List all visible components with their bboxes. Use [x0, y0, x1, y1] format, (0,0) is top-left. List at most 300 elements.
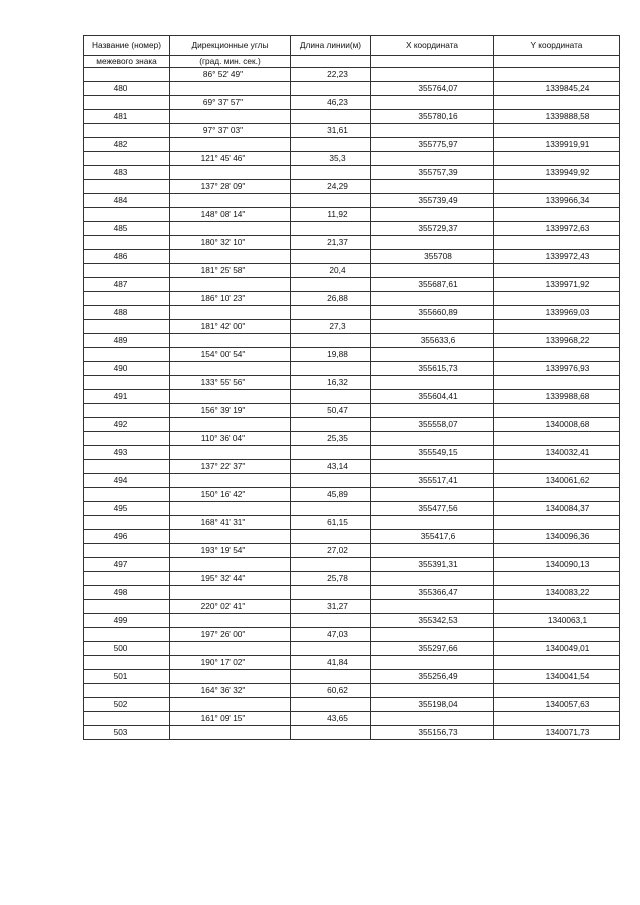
- segment-length: 27,02: [291, 544, 371, 558]
- point-row: [84, 306, 620, 320]
- segment-row: [84, 516, 620, 530]
- point-length-blank: [291, 642, 371, 656]
- point-length-blank: [291, 530, 371, 544]
- point-id: 500: [84, 642, 170, 656]
- point-angle-blank: [170, 558, 291, 572]
- segment-length: 16,32: [291, 376, 371, 390]
- segment-angle: 186° 10' 23": [170, 292, 291, 306]
- header-y-coordinate: Y координата: [494, 36, 620, 56]
- point-y-coordinate: 1339968,22: [494, 334, 620, 348]
- segment-x-blank: [371, 152, 494, 166]
- point-angle-blank: [170, 530, 291, 544]
- segment-point-blank: [84, 208, 170, 222]
- point-angle-blank: [170, 334, 291, 348]
- segment-length: 31,61: [291, 124, 371, 138]
- point-id: 482: [84, 138, 170, 152]
- point-y-coordinate: 1340061,62: [494, 474, 620, 488]
- segment-length: 22,23: [291, 68, 371, 82]
- point-row: [84, 250, 620, 264]
- segment-length: 61,15: [291, 516, 371, 530]
- segment-x-blank: [371, 292, 494, 306]
- segment-length: 50,47: [291, 404, 371, 418]
- segment-y-blank: [494, 712, 620, 726]
- point-row: [84, 530, 620, 544]
- segment-angle: 97° 37' 03": [170, 124, 291, 138]
- segment-point-blank: [84, 68, 170, 82]
- point-id: 481: [84, 110, 170, 124]
- segment-angle: 156° 39' 19": [170, 404, 291, 418]
- segment-y-blank: [494, 600, 620, 614]
- point-y-coordinate: 1340063,1: [494, 614, 620, 628]
- point-row: [84, 614, 620, 628]
- segment-point-blank: [84, 236, 170, 250]
- point-x-coordinate: 355615,73: [371, 362, 494, 376]
- point-y-coordinate: 1340008,68: [494, 418, 620, 432]
- segment-y-blank: [494, 376, 620, 390]
- point-row: [84, 474, 620, 488]
- point-length-blank: [291, 390, 371, 404]
- point-angle-blank: [170, 726, 291, 740]
- point-x-coordinate: 355757,39: [371, 166, 494, 180]
- point-angle-blank: [170, 82, 291, 96]
- segment-length: 60,62: [291, 684, 371, 698]
- point-y-coordinate: 1339969,03: [494, 306, 620, 320]
- point-angle-blank: [170, 278, 291, 292]
- point-row: [84, 222, 620, 236]
- segment-angle: 121° 45' 46": [170, 152, 291, 166]
- point-x-coordinate: 355708: [371, 250, 494, 264]
- segment-row: [84, 180, 620, 194]
- segment-x-blank: [371, 236, 494, 250]
- point-length-blank: [291, 418, 371, 432]
- segment-row: [84, 544, 620, 558]
- segment-row: [84, 600, 620, 614]
- point-angle-blank: [170, 390, 291, 404]
- segment-point-blank: [84, 628, 170, 642]
- point-x-coordinate: 355558,07: [371, 418, 494, 432]
- point-id: 484: [84, 194, 170, 208]
- header-point-name-line2: межевого знака: [84, 56, 170, 68]
- point-row: [84, 166, 620, 180]
- point-x-coordinate: 355729,37: [371, 222, 494, 236]
- segment-row: [84, 348, 620, 362]
- segment-row: [84, 124, 620, 138]
- segment-row: [84, 320, 620, 334]
- segment-x-blank: [371, 124, 494, 138]
- point-id: 486: [84, 250, 170, 264]
- segment-y-blank: [494, 68, 620, 82]
- segment-y-blank: [494, 404, 620, 418]
- segment-x-blank: [371, 432, 494, 446]
- segment-point-blank: [84, 432, 170, 446]
- point-angle-blank: [170, 222, 291, 236]
- point-id: 501: [84, 670, 170, 684]
- point-x-coordinate: 355604,41: [371, 390, 494, 404]
- segment-angle: 110° 36' 04": [170, 432, 291, 446]
- segment-point-blank: [84, 152, 170, 166]
- point-y-coordinate: 1339919,91: [494, 138, 620, 152]
- segment-x-blank: [371, 544, 494, 558]
- segment-x-blank: [371, 180, 494, 194]
- coordinate-document: [83, 35, 619, 740]
- point-row: [84, 418, 620, 432]
- segment-row: [84, 292, 620, 306]
- segment-point-blank: [84, 572, 170, 586]
- segment-point-blank: [84, 292, 170, 306]
- point-y-coordinate: 1339976,93: [494, 362, 620, 376]
- segment-point-blank: [84, 600, 170, 614]
- segment-angle: 137° 22' 37": [170, 460, 291, 474]
- point-length-blank: [291, 138, 371, 152]
- point-id: 503: [84, 726, 170, 740]
- point-row: [84, 446, 620, 460]
- point-length-blank: [291, 474, 371, 488]
- point-row: [84, 698, 620, 712]
- segment-length: 45,89: [291, 488, 371, 502]
- point-y-coordinate: 1339972,63: [494, 222, 620, 236]
- segment-point-blank: [84, 348, 170, 362]
- segment-row: [84, 488, 620, 502]
- point-length-blank: [291, 110, 371, 124]
- segment-point-blank: [84, 684, 170, 698]
- segment-point-blank: [84, 264, 170, 278]
- header-row-2: [84, 56, 620, 68]
- point-id: 490: [84, 362, 170, 376]
- point-angle-blank: [170, 362, 291, 376]
- point-id: 498: [84, 586, 170, 600]
- point-x-coordinate: 355156,73: [371, 726, 494, 740]
- point-row: [84, 334, 620, 348]
- point-length-blank: [291, 614, 371, 628]
- segment-x-blank: [371, 264, 494, 278]
- point-x-coordinate: 355417,6: [371, 530, 494, 544]
- segment-length: 35,3: [291, 152, 371, 166]
- header-angle-line1: Дирекционные углы: [170, 36, 291, 56]
- point-angle-blank: [170, 642, 291, 656]
- segment-y-blank: [494, 96, 620, 110]
- segment-x-blank: [371, 320, 494, 334]
- segment-row: [84, 152, 620, 166]
- point-id: 502: [84, 698, 170, 712]
- segment-y-blank: [494, 628, 620, 642]
- point-y-coordinate: 1339888,58: [494, 110, 620, 124]
- segment-row: [84, 208, 620, 222]
- segment-y-blank: [494, 516, 620, 530]
- segment-x-blank: [371, 68, 494, 82]
- segment-row: [84, 684, 620, 698]
- segment-x-blank: [371, 460, 494, 474]
- point-id: 485: [84, 222, 170, 236]
- point-length-blank: [291, 502, 371, 516]
- point-id: 488: [84, 306, 170, 320]
- segment-angle: 181° 42' 00": [170, 320, 291, 334]
- segment-point-blank: [84, 656, 170, 670]
- header-point-name-line1: Название (номер): [84, 36, 170, 56]
- segment-y-blank: [494, 152, 620, 166]
- segment-angle: 69° 37' 57": [170, 96, 291, 110]
- point-x-coordinate: 355780,16: [371, 110, 494, 124]
- point-angle-blank: [170, 698, 291, 712]
- segment-y-blank: [494, 236, 620, 250]
- point-x-coordinate: 355775,97: [371, 138, 494, 152]
- point-length-blank: [291, 446, 371, 460]
- header-x-coordinate: X координата: [371, 36, 494, 56]
- segment-x-blank: [371, 684, 494, 698]
- segment-y-blank: [494, 180, 620, 194]
- segment-angle: 181° 25' 58": [170, 264, 291, 278]
- segment-length: 25,78: [291, 572, 371, 586]
- point-y-coordinate: 1340041,54: [494, 670, 620, 684]
- segment-angle: 190° 17' 02": [170, 656, 291, 670]
- point-row: [84, 82, 620, 96]
- segment-length: 24,29: [291, 180, 371, 194]
- point-length-blank: [291, 250, 371, 264]
- segment-x-blank: [371, 376, 494, 390]
- segment-point-blank: [84, 544, 170, 558]
- boundary-coordinates-table: [83, 35, 620, 740]
- point-y-coordinate: 1340032,41: [494, 446, 620, 460]
- header-x-cont: [371, 56, 494, 68]
- segment-y-blank: [494, 684, 620, 698]
- segment-x-blank: [371, 572, 494, 586]
- header-row: [84, 36, 620, 56]
- segment-point-blank: [84, 96, 170, 110]
- segment-point-blank: [84, 712, 170, 726]
- segment-row: [84, 628, 620, 642]
- point-angle-blank: [170, 418, 291, 432]
- segment-row: [84, 712, 620, 726]
- segment-y-blank: [494, 432, 620, 446]
- segment-row: [84, 68, 620, 82]
- segment-y-blank: [494, 348, 620, 362]
- segment-length: 43,65: [291, 712, 371, 726]
- point-angle-blank: [170, 194, 291, 208]
- point-length-blank: [291, 82, 371, 96]
- point-length-blank: [291, 194, 371, 208]
- segment-angle: 133° 55' 56": [170, 376, 291, 390]
- segment-x-blank: [371, 600, 494, 614]
- segment-length: 26,88: [291, 292, 371, 306]
- header-length-cont: [291, 56, 371, 68]
- point-row: [84, 642, 620, 656]
- point-y-coordinate: 1340096,36: [494, 530, 620, 544]
- segment-point-blank: [84, 376, 170, 390]
- segment-length: 21,37: [291, 236, 371, 250]
- segment-point-blank: [84, 124, 170, 138]
- header-length: Длина линии(м): [291, 36, 371, 56]
- point-x-coordinate: 355297,66: [371, 642, 494, 656]
- segment-x-blank: [371, 516, 494, 530]
- point-y-coordinate: 1339972,43: [494, 250, 620, 264]
- segment-point-blank: [84, 404, 170, 418]
- point-x-coordinate: 355549,15: [371, 446, 494, 460]
- point-row: [84, 726, 620, 740]
- segment-x-blank: [371, 712, 494, 726]
- point-angle-blank: [170, 110, 291, 124]
- point-row: [84, 362, 620, 376]
- point-x-coordinate: 355660,89: [371, 306, 494, 320]
- segment-length: 20,4: [291, 264, 371, 278]
- point-y-coordinate: 1339966,34: [494, 194, 620, 208]
- point-id: 487: [84, 278, 170, 292]
- point-angle-blank: [170, 670, 291, 684]
- point-y-coordinate: 1339845,24: [494, 82, 620, 96]
- point-angle-blank: [170, 614, 291, 628]
- point-row: [84, 670, 620, 684]
- point-row: [84, 138, 620, 152]
- point-length-blank: [291, 222, 371, 236]
- segment-length: 41,84: [291, 656, 371, 670]
- point-id: 483: [84, 166, 170, 180]
- point-x-coordinate: 355256,49: [371, 670, 494, 684]
- point-row: [84, 558, 620, 572]
- point-angle-blank: [170, 250, 291, 264]
- segment-y-blank: [494, 656, 620, 670]
- point-id: 480: [84, 82, 170, 96]
- point-length-blank: [291, 726, 371, 740]
- segment-length: 46,23: [291, 96, 371, 110]
- table-body: [84, 36, 620, 740]
- point-y-coordinate: 1340071,73: [494, 726, 620, 740]
- segment-y-blank: [494, 544, 620, 558]
- point-x-coordinate: 355687,61: [371, 278, 494, 292]
- segment-x-blank: [371, 404, 494, 418]
- segment-angle: 154° 00' 54": [170, 348, 291, 362]
- segment-length: 27,3: [291, 320, 371, 334]
- header-angle-line2: (град. мин. сек.): [170, 56, 291, 68]
- point-length-blank: [291, 558, 371, 572]
- segment-row: [84, 656, 620, 670]
- segment-angle: 148° 08' 14": [170, 208, 291, 222]
- segment-y-blank: [494, 292, 620, 306]
- point-row: [84, 502, 620, 516]
- point-x-coordinate: 355517,41: [371, 474, 494, 488]
- segment-angle: 197° 26' 00": [170, 628, 291, 642]
- point-row: [84, 390, 620, 404]
- point-y-coordinate: 1340090,13: [494, 558, 620, 572]
- point-id: 497: [84, 558, 170, 572]
- segment-length: 43,14: [291, 460, 371, 474]
- point-y-coordinate: 1340083,22: [494, 586, 620, 600]
- segment-angle: 168° 41' 31": [170, 516, 291, 530]
- segment-angle: 161° 09' 15": [170, 712, 291, 726]
- segment-point-blank: [84, 180, 170, 194]
- segment-angle: 195° 32' 44": [170, 572, 291, 586]
- point-angle-blank: [170, 474, 291, 488]
- point-length-blank: [291, 698, 371, 712]
- segment-y-blank: [494, 488, 620, 502]
- segment-point-blank: [84, 488, 170, 502]
- segment-row: [84, 404, 620, 418]
- point-y-coordinate: 1340084,37: [494, 502, 620, 516]
- segment-x-blank: [371, 488, 494, 502]
- segment-angle: 86° 52' 49": [170, 68, 291, 82]
- point-angle-blank: [170, 306, 291, 320]
- point-length-blank: [291, 586, 371, 600]
- segment-x-blank: [371, 348, 494, 362]
- segment-y-blank: [494, 460, 620, 474]
- segment-row: [84, 236, 620, 250]
- segment-row: [84, 432, 620, 446]
- point-y-coordinate: 1340049,01: [494, 642, 620, 656]
- segment-y-blank: [494, 572, 620, 586]
- segment-point-blank: [84, 516, 170, 530]
- point-id: 496: [84, 530, 170, 544]
- point-id: 495: [84, 502, 170, 516]
- point-length-blank: [291, 306, 371, 320]
- point-length-blank: [291, 278, 371, 292]
- segment-row: [84, 376, 620, 390]
- segment-angle: 180° 32' 10": [170, 236, 291, 250]
- point-angle-blank: [170, 586, 291, 600]
- segment-length: 25,35: [291, 432, 371, 446]
- point-y-coordinate: 1339949,92: [494, 166, 620, 180]
- point-x-coordinate: 355477,56: [371, 502, 494, 516]
- point-angle-blank: [170, 502, 291, 516]
- segment-y-blank: [494, 208, 620, 222]
- segment-angle: 164° 36' 32": [170, 684, 291, 698]
- segment-row: [84, 96, 620, 110]
- point-angle-blank: [170, 166, 291, 180]
- point-y-coordinate: 1339988,68: [494, 390, 620, 404]
- segment-angle: 150° 16' 42": [170, 488, 291, 502]
- point-length-blank: [291, 670, 371, 684]
- point-length-blank: [291, 166, 371, 180]
- point-id: 491: [84, 390, 170, 404]
- point-y-coordinate: 1340057,63: [494, 698, 620, 712]
- point-x-coordinate: 355764,07: [371, 82, 494, 96]
- segment-x-blank: [371, 656, 494, 670]
- point-y-coordinate: 1339971,92: [494, 278, 620, 292]
- segment-angle: 137° 28' 09": [170, 180, 291, 194]
- segment-angle: 220° 02' 41": [170, 600, 291, 614]
- segment-x-blank: [371, 628, 494, 642]
- segment-point-blank: [84, 460, 170, 474]
- point-id: 499: [84, 614, 170, 628]
- point-row: [84, 586, 620, 600]
- segment-angle: 193° 19' 54": [170, 544, 291, 558]
- segment-length: 11,92: [291, 208, 371, 222]
- point-row: [84, 110, 620, 124]
- point-row: [84, 194, 620, 208]
- point-x-coordinate: 355198,04: [371, 698, 494, 712]
- point-id: 493: [84, 446, 170, 460]
- point-x-coordinate: 355739,49: [371, 194, 494, 208]
- segment-row: [84, 460, 620, 474]
- point-x-coordinate: 355391,31: [371, 558, 494, 572]
- segment-length: 31,27: [291, 600, 371, 614]
- point-id: 494: [84, 474, 170, 488]
- point-angle-blank: [170, 446, 291, 460]
- segment-length: 47,03: [291, 628, 371, 642]
- segment-y-blank: [494, 124, 620, 138]
- segment-row: [84, 572, 620, 586]
- point-id: 489: [84, 334, 170, 348]
- segment-y-blank: [494, 264, 620, 278]
- segment-x-blank: [371, 208, 494, 222]
- point-length-blank: [291, 334, 371, 348]
- point-angle-blank: [170, 138, 291, 152]
- segment-point-blank: [84, 320, 170, 334]
- point-x-coordinate: 355366,47: [371, 586, 494, 600]
- point-x-coordinate: 355342,53: [371, 614, 494, 628]
- segment-y-blank: [494, 320, 620, 334]
- segment-x-blank: [371, 96, 494, 110]
- point-id: 492: [84, 418, 170, 432]
- point-x-coordinate: 355633,6: [371, 334, 494, 348]
- point-row: [84, 278, 620, 292]
- segment-row: [84, 264, 620, 278]
